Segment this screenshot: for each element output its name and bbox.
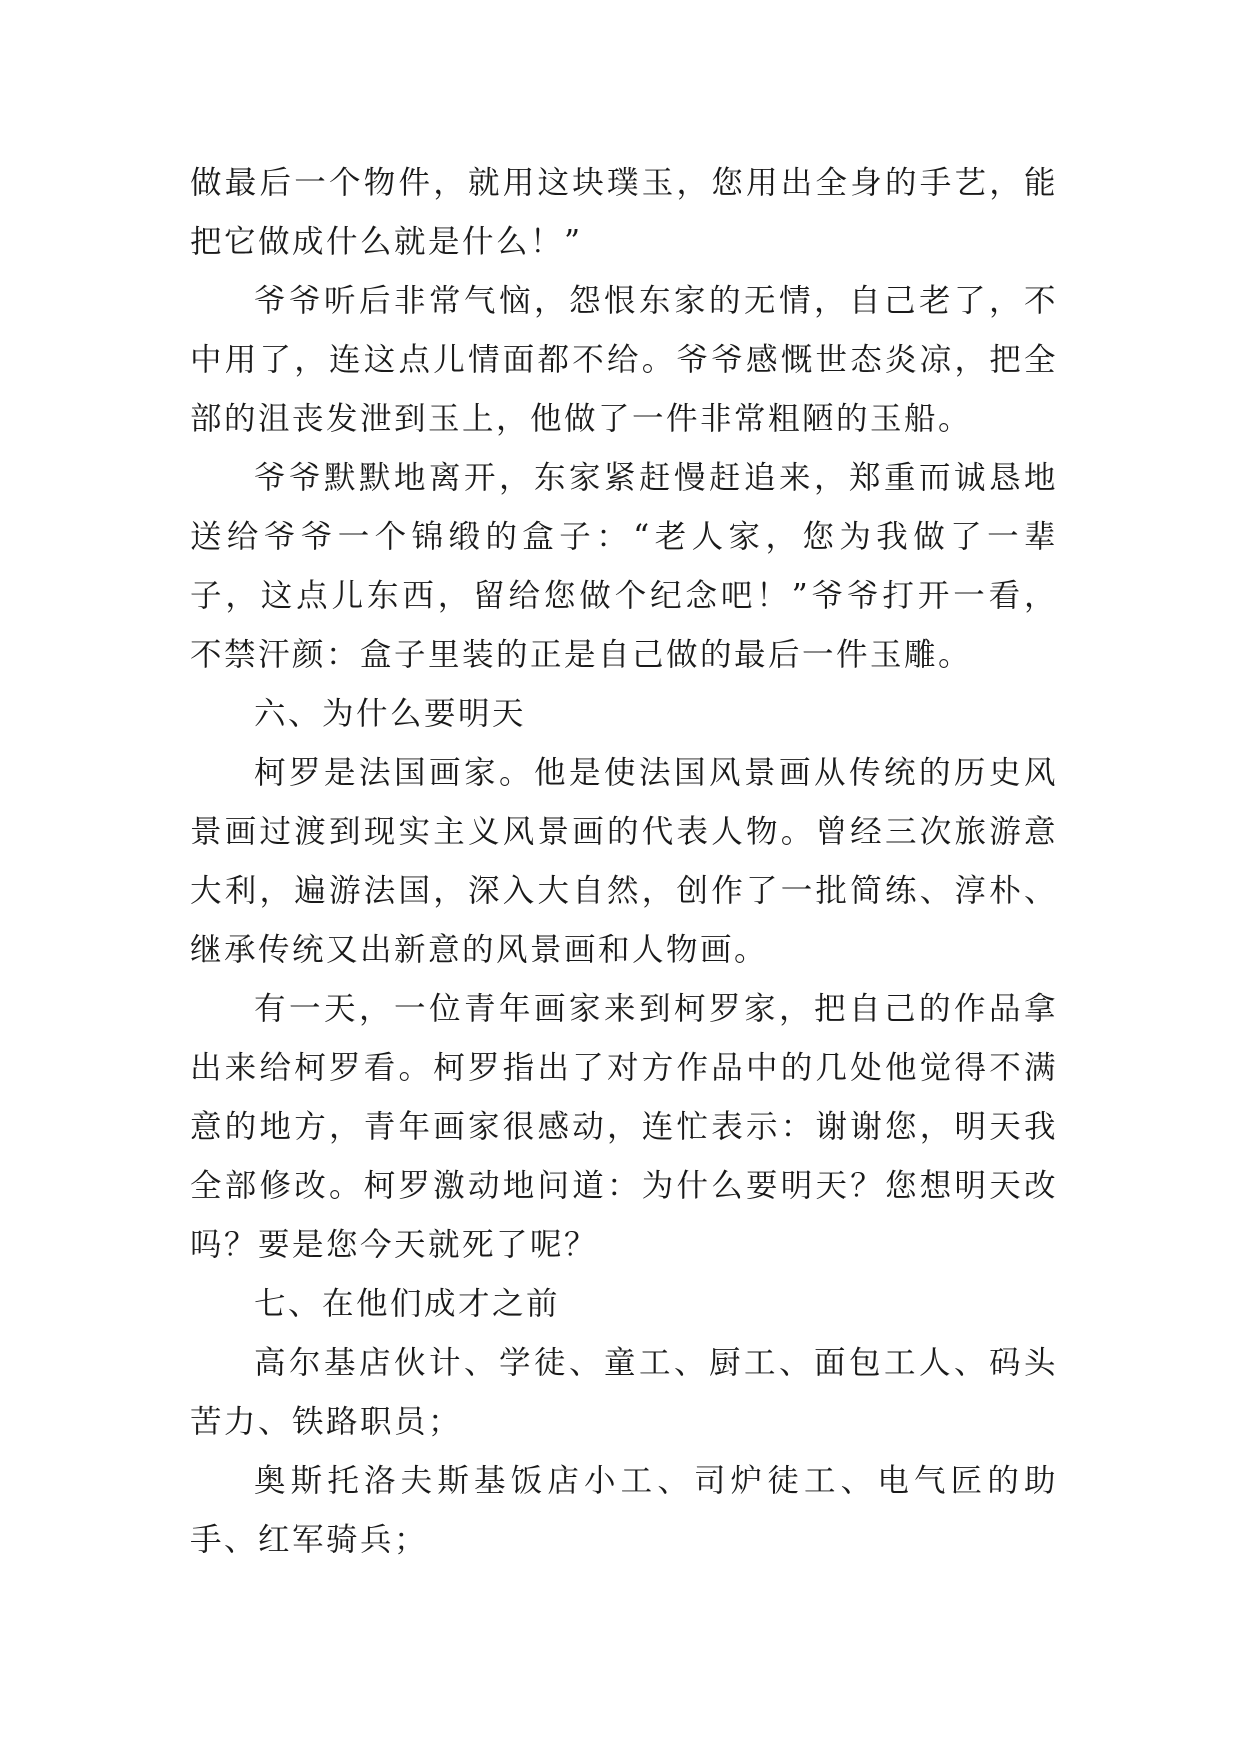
document-body [190,154,1058,1570]
paragraph-grandpa-angry: 爷爷听后非常气恼，怨恨东家的无情，自己老了，不中用了，连这点儿情面都不给。爷爷感慨世态炎凉，把全部的沮丧发泄到玉上，他做了一件非常粗陋的玉船。 [190,283,1058,437]
paragraph-gorky: 高尔基店伙计、学徒、童工、厨工、面包工人、码头苦力、铁路职员； [190,1345,1058,1440]
paragraph-ostrovsky: 奥斯托洛夫斯基饭店小工、司炉徒工、电气匠的助手、红军骑兵； [190,1463,1058,1558]
paragraph-closing-quote: 做最后一个物件，就用这块璞玉，您用出全身的手艺，能把它做成什么就是什么！” [190,165,1058,260]
section-heading-6: 六、为什么要明天 [254,696,527,732]
paragraph-corot-intro: 柯罗是法国画家。他是使法国风景画从传统的历史风景画过渡到现实主义风景画的代表人物。曾经三次旅游意大利，遍游法国，深入大自然，创作了一批简练、淳朴、继承传统又出新意的风景画和人物画。 [190,755,1058,968]
section-heading-7: 七、在他们成才之前 [254,1286,561,1322]
paragraph-corot-story: 有一天，一位青年画家来到柯罗家，把自己的作品拿出来给柯罗看。柯罗指出了对方作品中的几处他觉得不满意的地方，青年画家很感动，连忙表示：谢谢您，明天我全部修改。柯罗激动地问道：为什么要明天？您想明天改吗？要是您今天就死了呢？ [190,991,1058,1263]
paragraph-grandpa-leaves: 爷爷默默地离开，东家紧赶慢赶追来，郑重而诚恳地送给爷爷一个锦缎的盒子：“老人家，您为我做了一辈子，这点儿东西，留给您做个纪念吧！”爷爷打开一看，不禁汗颜：盒子里装的正是自己做的最后一件玉雕。 [190,460,1058,673]
